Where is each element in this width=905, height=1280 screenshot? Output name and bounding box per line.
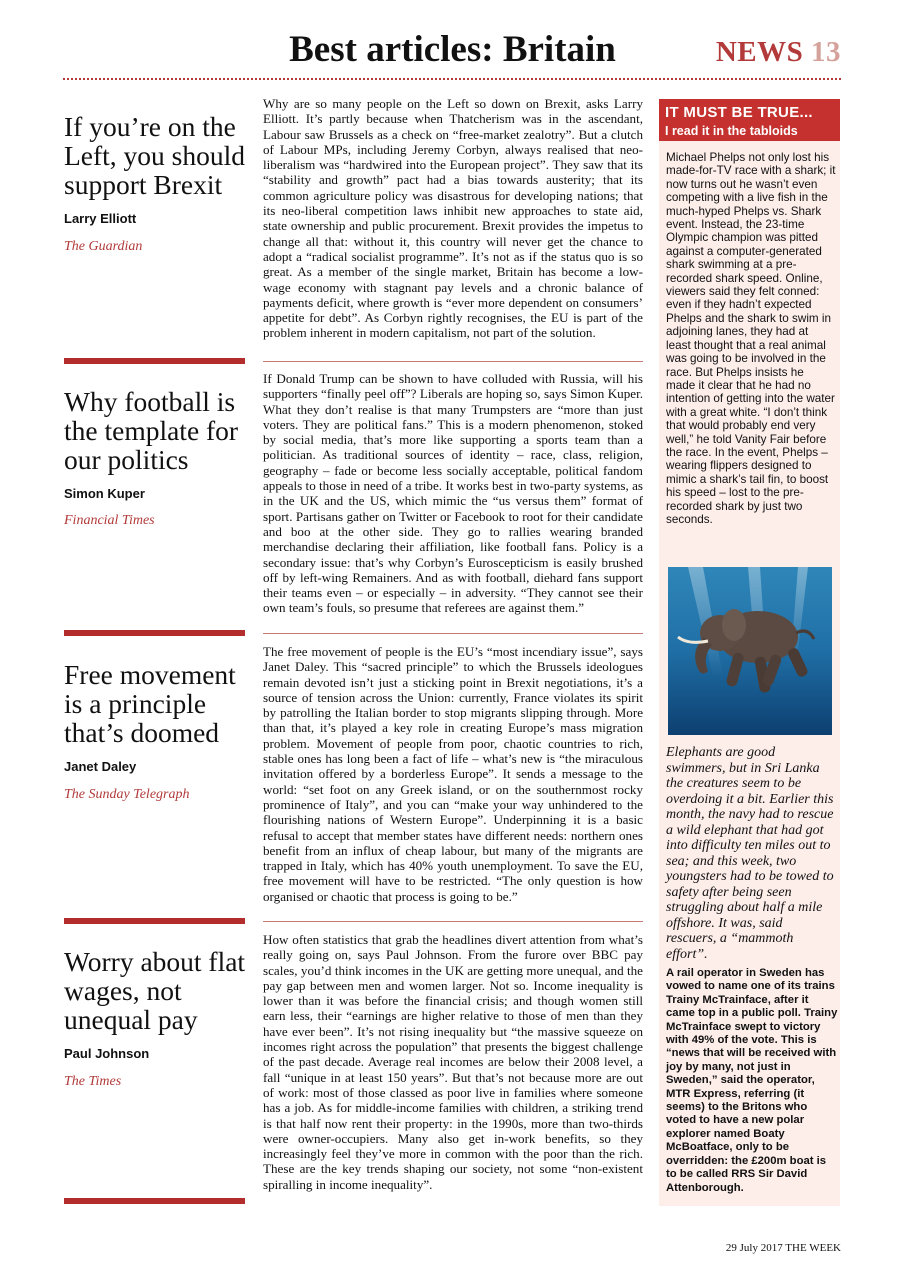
sidebar-title: IT MUST BE TRUE...: [665, 104, 813, 121]
article-headline: Worry about flat wages, not unequal pay: [64, 946, 246, 1035]
article-author: Paul Johnson: [64, 1046, 150, 1061]
article-headline: Why football is the template for our politics: [64, 386, 239, 475]
article-headline: Free movement is a principle that’s doomed: [64, 659, 236, 748]
article-divider-bar: [64, 918, 245, 924]
sidebar-subtitle: I read it in the tabloids: [665, 124, 798, 138]
page-title: Best articles: Britain: [289, 29, 616, 70]
article-source: The Sunday Telegraph: [64, 787, 190, 802]
article-divider-bar: [64, 1198, 245, 1204]
article-separator: [263, 921, 643, 922]
header-dotted-rule: [63, 78, 841, 80]
page-footer: [726, 1242, 841, 1254]
article-divider-bar: [64, 630, 245, 636]
elephant-photo: [668, 567, 832, 735]
article-body: If Donald Trump can be shown to have colluded with Russia, will his supporters “finally peel off”? Liberals are hoping so, says Simon Kuper. What they don’t realise is that many Trumpsters are “more than just voters. They are political fans.” This is a modern phenomenon, stoked by social media, that’s more like supporting a sports team than a politician. As traditional sources of identity – race, class, religion, geography – fade or become less socially acceptable, political fandom appeals to those in need of a tribe. It works best in two-party systems, as in the UK and the US, which mimic the “us versus them” format of sport. Partisans gather on Twitter or Facebook to root for their candidate and boo at the other side. They go to rallies wearing branded merchandise declaring their affiliation, like football fans. Policy is a secondary issue: that’s why Corbyn’s Euroscepticism is easily brushed off by left-wing Remainers. And as with football, diehard fans support their teams even – or especially – in adversity. “They cannot see their own team’s fouls, so presume that referees are against them.”: [263, 371, 643, 616]
article-body: The free movement of people is the EU’s “most incendiary issue”, says Janet Daley. This “sacred principle” to which the Brussels ideologues remain devoted isn’t just a sticking point in Brexit negotiations, it’s a source of tension across the Union: currently, France violates its spirit by patrolling the Italian border to stop migrants slipping through. More than that, it’s played a key role in creating Europe’s mass migration problem. Movement of people from poor, chaotic countries to rich, stable ones has long been a fact of life – what’s new is “the miraculous invitation offered by a borderless Europe”. It sends a message to the world: “set foot on any Greek island, or on the southernmost rocky prominence of Italy”, and you can “make your way unhindered to the flourishing nations of Western Europe”. Underpinning it is a basic refusal to accept that member states have different needs: northern ones benefit from an influx of cheap labour, but many of the migrants are trapped in Italy, which has 40% youth unemployment. To save the EU, free movement will have to be restricted. “The only question is how organised or chaotic that process is going to be.”: [263, 644, 643, 904]
sidebar-story-bold: A rail operator in Sweden has vowed to name one of its trains Trainy McTrainface, after it came top in a public poll. Trainy McTrainface swept to victory with 49% of the vote. This is “news that will be received with joy by many, not just in Sweden,” said the operator, MTR Express, referring (it seems) to the Britons who voted to have a new polar explorer named Boaty McBoatface, only to be overridden: the £200m boat is to be called RRS Sir David Attenborough.: [666, 967, 838, 1194]
article-separator: [263, 633, 643, 634]
article-divider-bar: [64, 358, 245, 364]
page-number: 13: [811, 36, 841, 68]
article-author: Simon Kuper: [64, 486, 145, 501]
section-label: [716, 36, 841, 69]
article-source: The Guardian: [64, 239, 143, 254]
article-body: Why are so many people on the Left so down on Brexit, asks Larry Elliott. It’s partly because when Thatcherism was in the ascendant, Labour saw Brussels as a check on “free-market zealotry”. But a clutch of Labour MPs, including Jeremy Corbyn, always realised that neo-liberalism was “hardwired into the European project”. They saw that its “stability and growth” pact had a bias towards austerity; that its common agriculture policy was disastrous for developing nations; that its neo-liberal competition laws inhibit new approaches to state aid, state ownership and public procurement. Brexit provides the impetus to change all that: without it, this country will never get the chance to adopt a “radical socialist programme”. It’s not as if the status quo is so great. As a member of the single market, Britain has become a low-wage economy with stagnant pay levels and a chronic balance of payments deficit, where growth is “ever more dependent on consumers’ appetite for debt”. As Corbyn rightly recognises, the EU is part of the problem inherent in modern capitalism, not part of the solution.: [263, 96, 643, 341]
publication-name: THE WEEK: [785, 1242, 841, 1254]
issue-date: 29 July 2017: [725, 1242, 783, 1254]
article-separator: [263, 361, 643, 362]
article-author: Janet Daley: [64, 759, 137, 774]
sidebar-story: Michael Phelps not only lost his made-for-TV race with a shark; it now turns out he wasn’t even competing with a live fish in the much-hyped Phelps vs. Shark event. Instead, the 23-time Olympic champion was pitted against a computer-generated shark swimming at a pre-recorded shark speed. Online, viewers said they felt conned: even if they hadn’t expected Phelps and the shark to swim in adjoining lanes, they had at least thought that a real animal was going to be involved in the race. But Phelps insists he made it clear that he had no intention of getting into the water with a great white. “I don’t think that would probably end very well,” he told Vanity Fair before the race. In the event, Phelps – wearing flippers designed to mimic a shark’s tail fin, to boost his speed – lost to the pre-recorded shark by just two seconds.: [666, 151, 836, 526]
article-author: Larry Elliott: [64, 211, 137, 226]
article-source: The Times: [64, 1074, 122, 1089]
article-body: How often statistics that grab the headlines divert attention from what’s really going on, says Paul Johnson. From the furore over BBC pay scales, you’d think incomes in the UK are getting more unequal, and the pay gap between men and women larger. Not so. Income inequality is lower than it was before the financial crisis; and though women still earn less, their “earnings are higher relative to those of men than they have ever been”. It’s not rising inequality but “the massive squeeze on incomes right across the population” that presents the biggest challenge of the past decade. Average real incomes are below their 2008 level, a fall “unique in at least 150 years”. But that’s not because more are out of work: most of those classed as poor live in families where someone has a job. As for middle-income families with children, a striking trend is that half now rent their property: in the 1990s, more than two-thirds were owner-occupiers. Many also get in-work benefits, so they increasingly feel they’ve more in common with the poor than the rich. These are the key trends shaping our society, not some “non-existent spiralling in income inequality”.: [263, 932, 643, 1192]
article-source: Financial Times: [64, 513, 155, 528]
photo-caption: Elephants are good swimmers, but in Sri Lanka the creatures seem to be overdoing it a bit. Earlier this month, the navy had to rescue a wild elephant that had got into difficulty ten miles out to sea; and this week, two youngsters had to be towed to safety after being seen struggling about half a mile offshore. It was, said rescuers, a “mammoth effort”.: [666, 745, 834, 962]
article-headline: If you’re on the Left, you should support Brexit: [64, 111, 246, 200]
section-name: NEWS: [715, 36, 804, 68]
